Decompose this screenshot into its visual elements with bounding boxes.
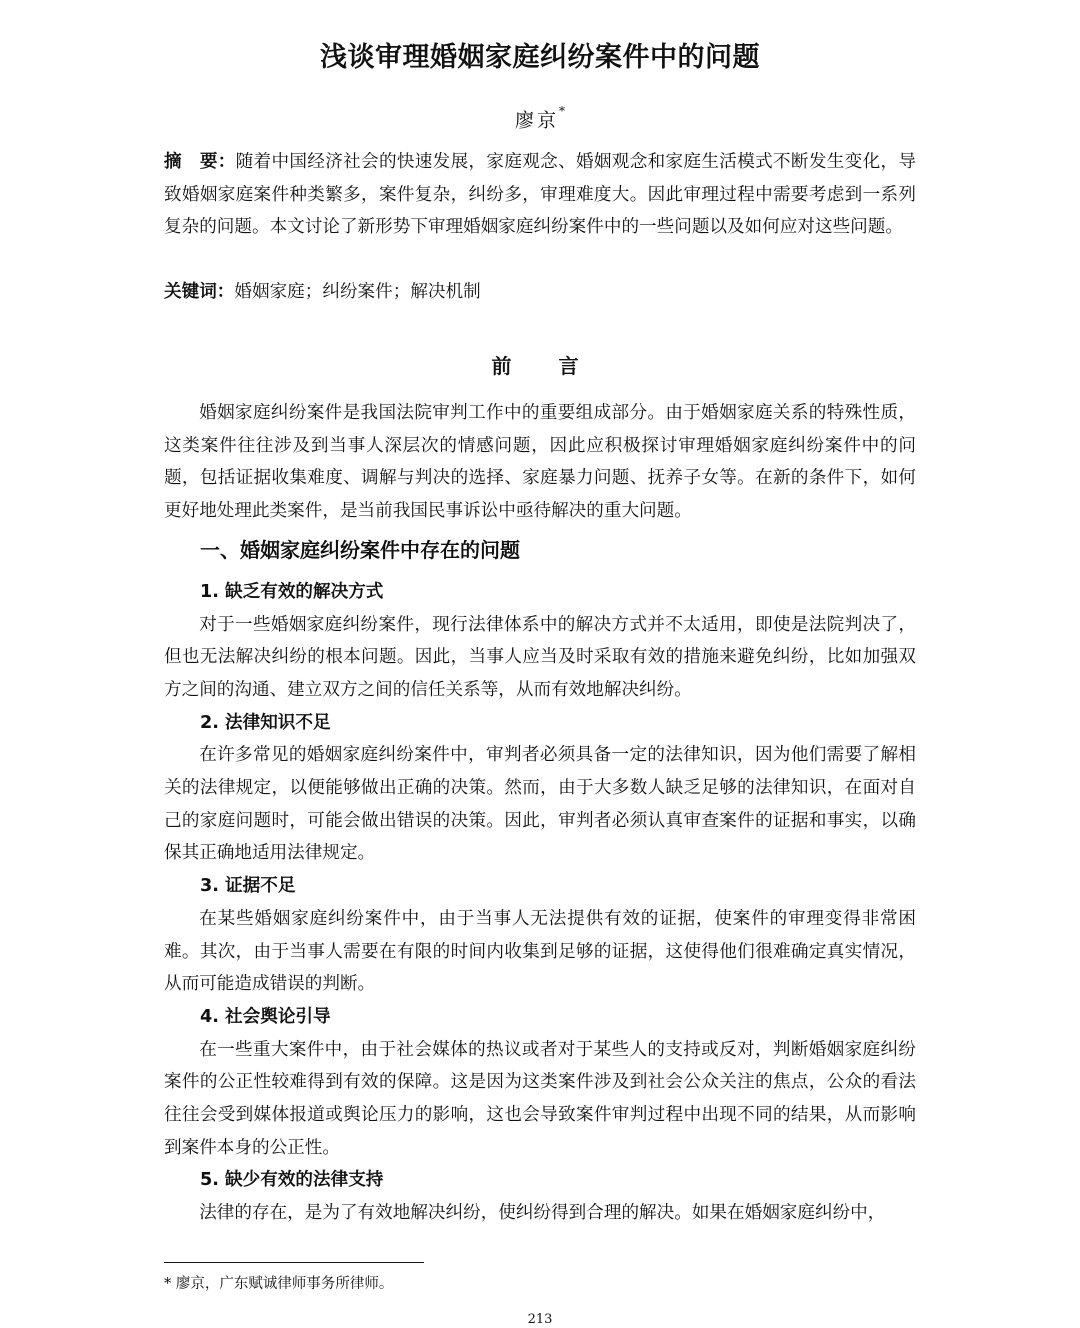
page-number: 213: [527, 1312, 553, 1327]
abstract: [164, 146, 916, 244]
footnote-text: 廖京，广东赋诚律师事务所律师。: [175, 1276, 394, 1292]
keywords-label: 关键词：: [164, 282, 235, 302]
preface-heading: 前 言: [491, 354, 589, 378]
subsection-5-paragraph: 法律的存在，是为了有效地解决纠纷，使纠纷得到合理的解决。如果在婚姻家庭纠纷中，: [199, 1203, 886, 1224]
keywords-text: 婚姻家庭；纠纷案件；解决机制: [234, 282, 481, 302]
preface-paragraph: 婚姻家庭纠纷案件是我国法院审判工作中的重要组成部分。由于婚姻家庭关系的特殊性质，这类案件往往涉及到当事人深层次的情感问题，因此应积极探讨审理婚姻家庭纠纷案件中的问题，包括证据收集难度、调解与判决的选择、家庭暴力问题、抚养子女等。在新的条件下，如何更好地处理此类案件，是当前我国民事诉讼中亟待解决的重大问题。: [164, 403, 916, 522]
footnote-divider: [164, 1262, 424, 1263]
section-1-heading: 一、婚姻家庭纠纷案件中存在的问题: [200, 537, 520, 562]
author-name: 廖京: [514, 109, 559, 132]
subsection-1-heading: 1. 缺乏有效的解决方式: [200, 581, 384, 602]
subsection-5-heading: 5. 缺少有效的法律支持: [200, 1170, 384, 1191]
author-footnote-mark: *: [559, 104, 565, 118]
subsection-3-paragraph: 在某些婚姻家庭纠纷案件中，由于当事人无法提供有效的证据，使案件的审理变得非常困难。其次，由于当事人需要在有限的时间内收集到足够的证据，这使得他们很难确定真实情况，从而可能造成错误的判断。: [164, 908, 916, 995]
author-line: [0, 100, 1080, 135]
subsection-4-paragraph: 在一些重大案件中，由于社会媒体的热议或者对于某些人的支持或反对，判断婚姻家庭纠纷案件的公正性较难得到有效的保障。这是因为这类案件涉及到社会公众关注的焦点，公众的看法往往会受到媒体报道或舆论压力的影响，这也会导致案件审判过程中出现不同的结果，从而影响到案件本身的公正性。: [164, 1039, 916, 1158]
footnote-mark: *: [164, 1276, 172, 1292]
abstract-label: 摘 要：: [164, 152, 236, 172]
subsection-2-paragraph: 在许多常见的婚姻家庭纠纷案件中，审判者必须具备一定的法律知识，因为他们需要了解相关的法律规定，以便能够做出正确的决策。然而，由于大多数人缺乏足够的法律知识，在面对自己的家庭问题时，可能会做出错误的决策。因此，审判者必须认真审查案件的证据和事实，以确保其正确地适用法律规定。: [164, 745, 916, 864]
abstract-text: 随着中国经济社会的快速发展，家庭观念、婚姻观念和家庭生活模式不断发生变化，导致婚姻家庭案件种类繁多，案件复杂，纠纷多，审理难度大。因此审理过程中需要考虑到一系列复杂的问题。本文讨论了新形势下审理婚姻家庭纠纷案件中的一些问题以及如何应对这些问题。: [164, 152, 916, 237]
footnote: [164, 1272, 393, 1296]
body-text: [164, 397, 916, 1230]
subsection-4-heading: 4. 社会舆论引导: [200, 1006, 331, 1027]
paper-title: 浅谈审理婚姻家庭纠纷案件中的问题: [320, 42, 760, 73]
subsection-3-heading: 3. 证据不足: [200, 876, 296, 897]
keywords: [164, 276, 916, 308]
subsection-2-heading: 2. 法律知识不足: [200, 712, 331, 733]
subsection-1-paragraph: 对于一些婚姻家庭纠纷案件，现行法律体系中的解决方式并不太适用，即使是法院判决了，但也无法解决纠纷的根本问题。因此，当事人应当及时采取有效的措施来避免纠纷，比如加强双方之间的沟通、建立双方之间的信任关系等，从而有效地解决纠纷。: [164, 614, 916, 700]
